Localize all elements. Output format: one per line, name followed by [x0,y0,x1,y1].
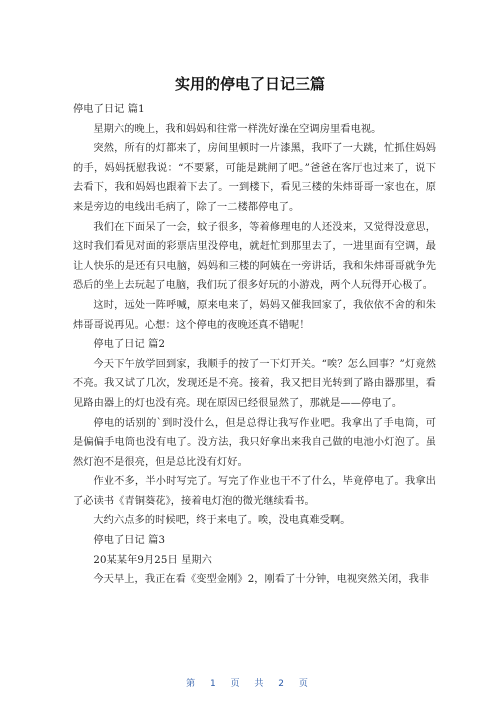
paragraph: 这时，远处一阵呼喊，原来电来了，妈妈又催我回家了，我依依不舍的和朱炜哥哥说再见。心想：这个停电的夜晚还真不错呢！ [73,299,436,331]
paragraph: 停电了日记 篇3 [93,535,166,547]
paragraph: 20某某年9月25日 星期六 [93,554,212,566]
page-footer: 第 1 页 共 2 页 [186,679,314,689]
document-title: 实用的停电了日记三篇 [174,75,325,93]
section-heading: 停电了日记 篇1 [73,104,145,115]
paragraph: 突然，所有的灯都来了，房间里顿时一片漆黑，我吓了一大跳，忙抓住妈妈的手，妈妈抚慰我说：“不要紧，可能是跳闸了吧。”爸爸在客厅也过来了，说下去看下，我和妈妈也跟着下去了。一到楼下，看见三楼的朱炜哥哥一家也在，原来是旁边的电线出毛病了，除了一二楼都停电了。 [73,143,436,213]
paragraph: 今天早上，我正在看《变型金刚》2，刚看了十分钟，电视突然关闭，我非 [93,574,430,586]
paragraph: 作业不多，半小时写完了。写完了作业也干不了什么，毕竟停电了。我拿出了必读书《青铜葵花》，接着电灯泡的微光继续看书。 [73,476,436,507]
paragraph: 停电的话别的`到时没什么，但是总得让我写作业吧。我拿出了手电筒，可是偏偏手电筒也没有电了。没方法，我只好拿出来我自己做的电池小灯泡了。虽然灯泡不是很亮，但是总比没有灯好。 [73,417,436,468]
document-body [73,100,436,590]
paragraph: 星期六的晚上，我和妈妈和往常一样洗好澡在空调房里看电视。 [93,123,382,135]
paragraph: 大约六点多的时候吧，终于来电了。唉，没电真难受啊。 [93,515,351,527]
paragraph: 我们在下面呆了一会，蚊子很多，等着修理电的人还没来，又觉得没意思，这时我们看见对面的彩票店里没停电，就赶忙到那里去了，一进里面有空调，最让人快乐的是还有只电脑，妈妈和三楼的阿姨在一旁讲话，我和朱炜哥哥就争先恐后的坐上去玩起了电脑，我们玩了很多好玩的小游戏，两个人玩得开心极了。 [73,221,436,292]
paragraph: 今天下午放学回到家，我顺手的按了一下灯开关。“唉？怎么回事？”灯竟然不亮。我又试了几次，发现还是不亮。接着，我又把目光转到了路由器那里，看见路由器上的灯也没有亮。现在原因已经很显然了，那就是——停电了。 [73,358,436,409]
paragraph: 停电了日记 篇2 [93,339,166,351]
